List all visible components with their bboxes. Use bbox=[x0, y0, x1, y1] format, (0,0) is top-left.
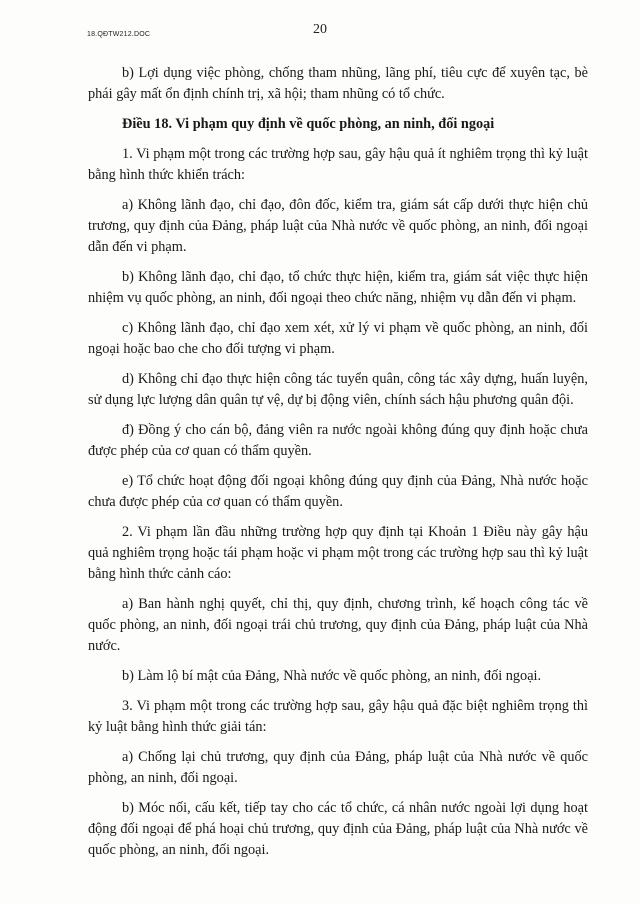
clause-1: 1. Vi phạm một trong các trường hợp sau, gây hậu quả ít nghiêm trọng thì kỷ luật bằng hình thức khiển trách: bbox=[88, 146, 588, 183]
paragraph-b-corruption: b) Lợi dụng việc phòng, chống tham nhũng, lãng phí, tiêu cực để xuyên tạc, bè phái gây mất ổn định chính trị, xã hội; tham nhũng có tổ chức. bbox=[88, 65, 588, 102]
clause-1-item-dd: đ) Đồng ý cho cán bộ, đảng viên ra nước ngoài không đúng quy định hoặc chưa được phép của cơ quan có thẩm quyền. bbox=[88, 422, 588, 459]
clause-1-item-a: a) Không lãnh đạo, chỉ đạo, đôn đốc, kiểm tra, giám sát cấp dưới thực hiện chủ trương, quy định của Đảng, pháp luật của Nhà nước về quốc phòng, an ninh, đối ngoại dẫn đến vi phạm. bbox=[88, 197, 588, 255]
page-number: 20 bbox=[313, 22, 327, 37]
clause-2-item-b: b) Làm lộ bí mật của Đảng, Nhà nước về quốc phòng, an ninh, đối ngoại. bbox=[122, 668, 542, 684]
clause-3-item-b: b) Móc nối, cấu kết, tiếp tay cho các tổ chức, cá nhân nước ngoài lợi dụng hoạt động đối ngoại để phá hoại chủ trương, quy định của Đảng, pháp luật của Nhà nước về quốc phòng, an ninh, đối ngoại. bbox=[88, 800, 588, 858]
document-body bbox=[88, 63, 588, 870]
article-18-heading: Điều 18. Vi phạm quy định về quốc phòng, an ninh, đối ngoại bbox=[122, 116, 495, 132]
clause-3: 3. Vi phạm một trong các trường hợp sau, gây hậu quả đặc biệt nghiêm trọng thì kỷ luật bằng hình thức giải tán: bbox=[88, 698, 588, 735]
clause-1-item-e: e) Tổ chức hoạt động đối ngoại không đúng quy định của Đảng, Nhà nước hoặc chưa được phép của cơ quan có thẩm quyền. bbox=[88, 473, 588, 510]
clause-1-item-c: c) Không lãnh đạo, chỉ đạo xem xét, xử lý vi phạm về quốc phòng, an ninh, đối ngoại hoặc bao che cho đối tượng vi phạm. bbox=[88, 320, 588, 357]
clause-3-item-a: a) Chống lại chủ trương, quy định của Đảng, pháp luật của Nhà nước về quốc phòng, an ninh, đối ngoại. bbox=[88, 749, 588, 786]
document-code: 18.QĐTW212.DOC bbox=[87, 31, 151, 38]
clause-1-item-b: b) Không lãnh đạo, chỉ đạo, tổ chức thực hiện, kiểm tra, giám sát việc thực hiện nhiệm vụ quốc phòng, an ninh, đối ngoại theo chức năng, nhiệm vụ dẫn đến vi phạm. bbox=[88, 269, 588, 306]
clause-1-item-d: d) Không chỉ đạo thực hiện công tác tuyển quân, công tác xây dựng, huấn luyện, sử dụng lực lượng dân quân tự vệ, dự bị động viên, chính sách hậu phương quân đội. bbox=[88, 371, 588, 408]
clause-2-item-a: a) Ban hành nghị quyết, chỉ thị, quy định, chương trình, kế hoạch công tác về quốc phòng, an ninh, đối ngoại trái chủ trương, quy định của Đảng, pháp luật của Nhà nước. bbox=[88, 596, 588, 654]
clause-2: 2. Vi phạm lần đầu những trường hợp quy định tại Khoản 1 Điều này gây hậu quả nghiêm trọng hoặc tái phạm hoặc vi phạm một trong các trường hợp sau thì kỷ luật bằng hình thức cảnh cáo: bbox=[88, 524, 588, 582]
